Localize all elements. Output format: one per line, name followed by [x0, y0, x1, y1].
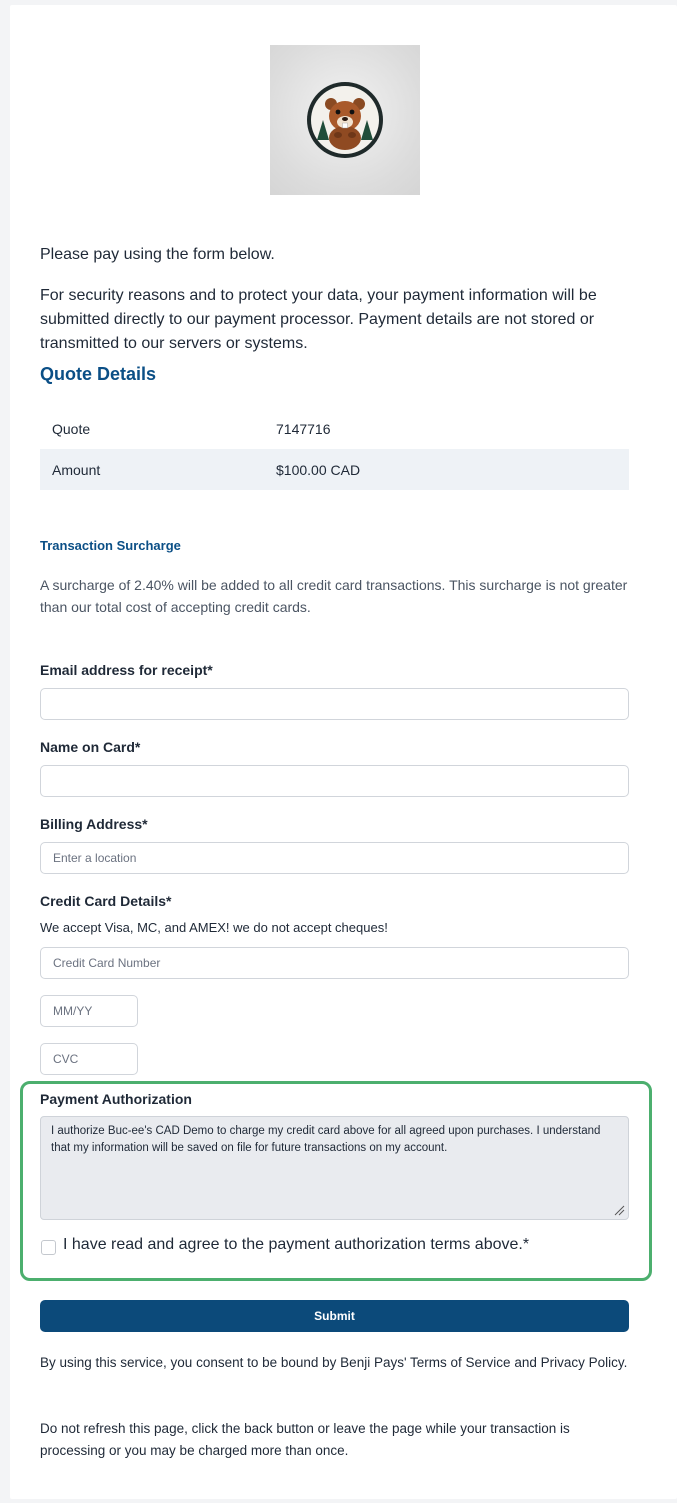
table-row [40, 449, 629, 490]
authorization-heading: Payment Authorization [40, 1091, 192, 1107]
quote-table [40, 408, 629, 490]
email-label: Email address for receipt* [40, 662, 213, 678]
surcharge-heading: Transaction Surcharge [40, 538, 181, 553]
table-row [40, 408, 629, 449]
company-logo [270, 45, 420, 195]
surcharge-text: A surcharge of 2.40% will be added to all credit card transactions. This surcharge is not greater than our total cost of accepting credit cards. [40, 577, 628, 615]
card-number-field[interactable] [40, 947, 629, 979]
name-on-card-field[interactable] [40, 765, 629, 797]
quote-value: 7147716 [276, 420, 331, 437]
amount-value: $100.00 CAD [264, 449, 629, 490]
email-field[interactable] [40, 688, 629, 720]
amount-label: Amount [40, 449, 264, 490]
consent-text: By using this service, you consent to be bound by Benji Pays' Terms of Service and Privacy Policy. [40, 1355, 628, 1370]
beaver-logo-icon [305, 80, 385, 160]
agree-checkbox[interactable] [41, 1240, 56, 1255]
name-label: Name on Card* [40, 739, 141, 755]
quote-label: Quote [52, 420, 91, 437]
expiry-field[interactable] [40, 995, 138, 1027]
intro-text: Please pay using the form below. [40, 246, 275, 263]
processing-warning: Do not refresh this page, click the back button or leave the page while your transaction is processing or you may be charged more than once. [40, 1421, 570, 1458]
security-notice: For security reasons and to protect your data, your payment information will be submitted directly to our payment processor. Payment details are not stored or transmitted to our servers or systems. [40, 287, 597, 352]
authorization-textarea[interactable] [40, 1116, 629, 1220]
authorization-text: I authorize Buc-ee's CAD Demo to charge my credit card above for all agreed upon purchases. I understand that my information will be saved on file for future transactions on my account. [51, 1125, 601, 1154]
quote-details-heading: Quote Details [40, 364, 157, 384]
agree-label[interactable]: I have read and agree to the payment authorization terms above.* [63, 1236, 530, 1253]
cvc-field[interactable] [40, 1043, 138, 1075]
billing-address-field[interactable] [40, 842, 629, 874]
submit-button[interactable]: Submit [40, 1300, 629, 1332]
billing-label: Billing Address* [40, 816, 148, 832]
card-details-label: Credit Card Details* [40, 893, 172, 909]
card-accept-note: We accept Visa, MC, and AMEX! we do not accept cheques! [40, 920, 388, 935]
resize-handle-icon[interactable] [613, 1204, 625, 1216]
